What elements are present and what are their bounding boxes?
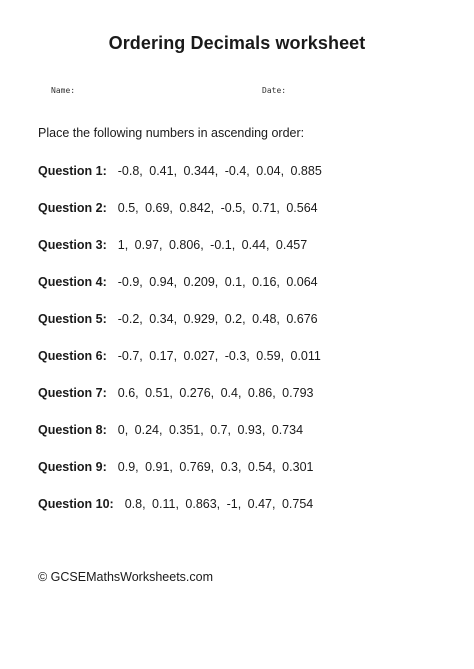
question-label: Question 4: <box>38 275 107 289</box>
question-row-5 <box>38 312 322 349</box>
question-numbers: 0.5, 0.69, 0.842, -0.5, 0.71, 0.564 <box>117 201 318 215</box>
question-label: Question 1: <box>38 164 107 178</box>
instructions-text: Place the following numbers in ascending order: <box>38 126 305 140</box>
question-row-7 <box>38 386 322 423</box>
question-numbers: 1, 0.97, 0.806, -0.1, 0.44, 0.457 <box>117 238 308 252</box>
copyright-footer: © GCSEMathsWorksheets.com <box>38 570 213 584</box>
question-list <box>38 164 322 534</box>
question-numbers: 0.6, 0.51, 0.276, 0.4, 0.86, 0.793 <box>117 386 314 400</box>
question-label: Question 7: <box>38 386 107 400</box>
question-label: Question 2: <box>38 201 107 215</box>
question-label: Question 9: <box>38 460 107 474</box>
question-row-2 <box>38 201 322 238</box>
question-row-3 <box>38 238 322 275</box>
question-label: Question 3: <box>38 238 107 252</box>
question-row-10 <box>38 497 322 534</box>
question-label: Question 5: <box>38 312 107 326</box>
question-numbers: -0.2, 0.34, 0.929, 0.2, 0.48, 0.676 <box>117 312 318 326</box>
question-numbers: -0.8, 0.41, 0.344, -0.4, 0.04, 0.885 <box>117 164 322 178</box>
question-numbers: -0.7, 0.17, 0.027, -0.3, 0.59, 0.011 <box>117 349 321 363</box>
question-row-9 <box>38 460 322 497</box>
question-row-4 <box>38 275 322 312</box>
question-label: Question 6: <box>38 349 107 363</box>
question-numbers: 0, 0.24, 0.351, 0.7, 0.93, 0.734 <box>117 423 304 437</box>
date-field-label: Date: <box>262 86 287 95</box>
question-label: Question 8: <box>38 423 107 437</box>
question-row-8 <box>38 423 322 460</box>
page-title: Ordering Decimals worksheet <box>108 33 366 53</box>
question-numbers: -0.9, 0.94, 0.209, 0.1, 0.16, 0.064 <box>117 275 318 289</box>
question-row-1 <box>38 164 322 201</box>
question-label: Question 10: <box>38 497 114 511</box>
question-numbers: 0.9, 0.91, 0.769, 0.3, 0.54, 0.301 <box>117 460 314 474</box>
question-numbers: 0.8, 0.11, 0.863, -1, 0.47, 0.754 <box>124 497 314 511</box>
question-row-6 <box>38 349 322 386</box>
name-field-label: Name: <box>51 86 76 95</box>
